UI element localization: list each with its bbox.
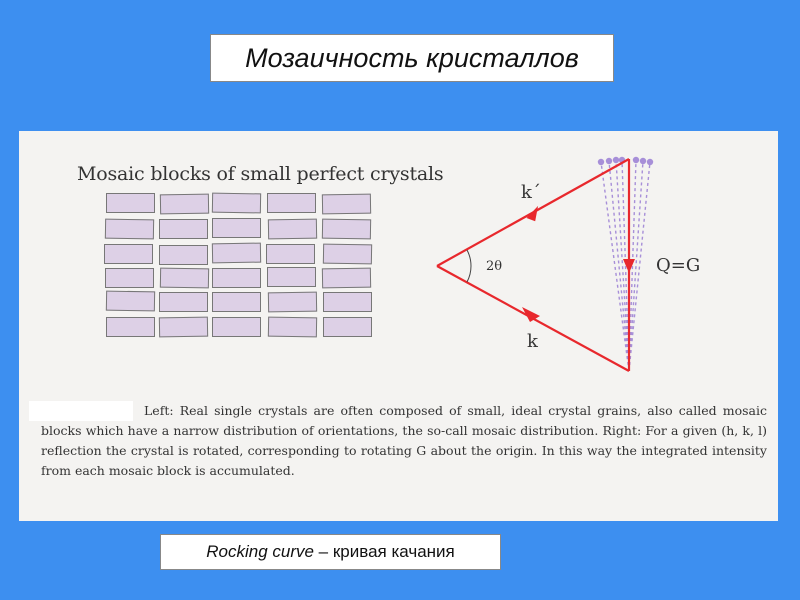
figure-caption: Left: Real single crystals are often composed of small, ideal crystal grains, also called mosaic blocks which have a narrow distribution of orientations, the so-call mosaic distribution. Right: For a given (h, k, l) reflection the crystal is rotated, corresponding to rotating G about the origin. In this way the integrated intensity from each mosaic block is accumulated. — [41, 403, 767, 478]
g-arrowhead — [623, 259, 635, 273]
slide-title: Мозаичность кристаллов — [210, 34, 614, 82]
two-theta-label: 2θ — [486, 259, 503, 274]
redacted-region — [29, 401, 133, 421]
q-equals-g-label: Q=G — [656, 255, 701, 276]
figure-heading: Mosaic blocks of small perfect crystals — [77, 163, 444, 185]
k-label: k — [527, 331, 538, 352]
footer-term: Rocking curve — [206, 542, 314, 561]
footer-label — [160, 534, 501, 570]
scattering-diagram — [19, 131, 778, 401]
rotated-g-vectors — [601, 160, 650, 371]
footer-translation: – кривая качания — [313, 542, 455, 561]
angle-arc — [467, 250, 471, 282]
k-prime-label: k´ — [521, 182, 541, 203]
figure-panel — [19, 131, 778, 521]
